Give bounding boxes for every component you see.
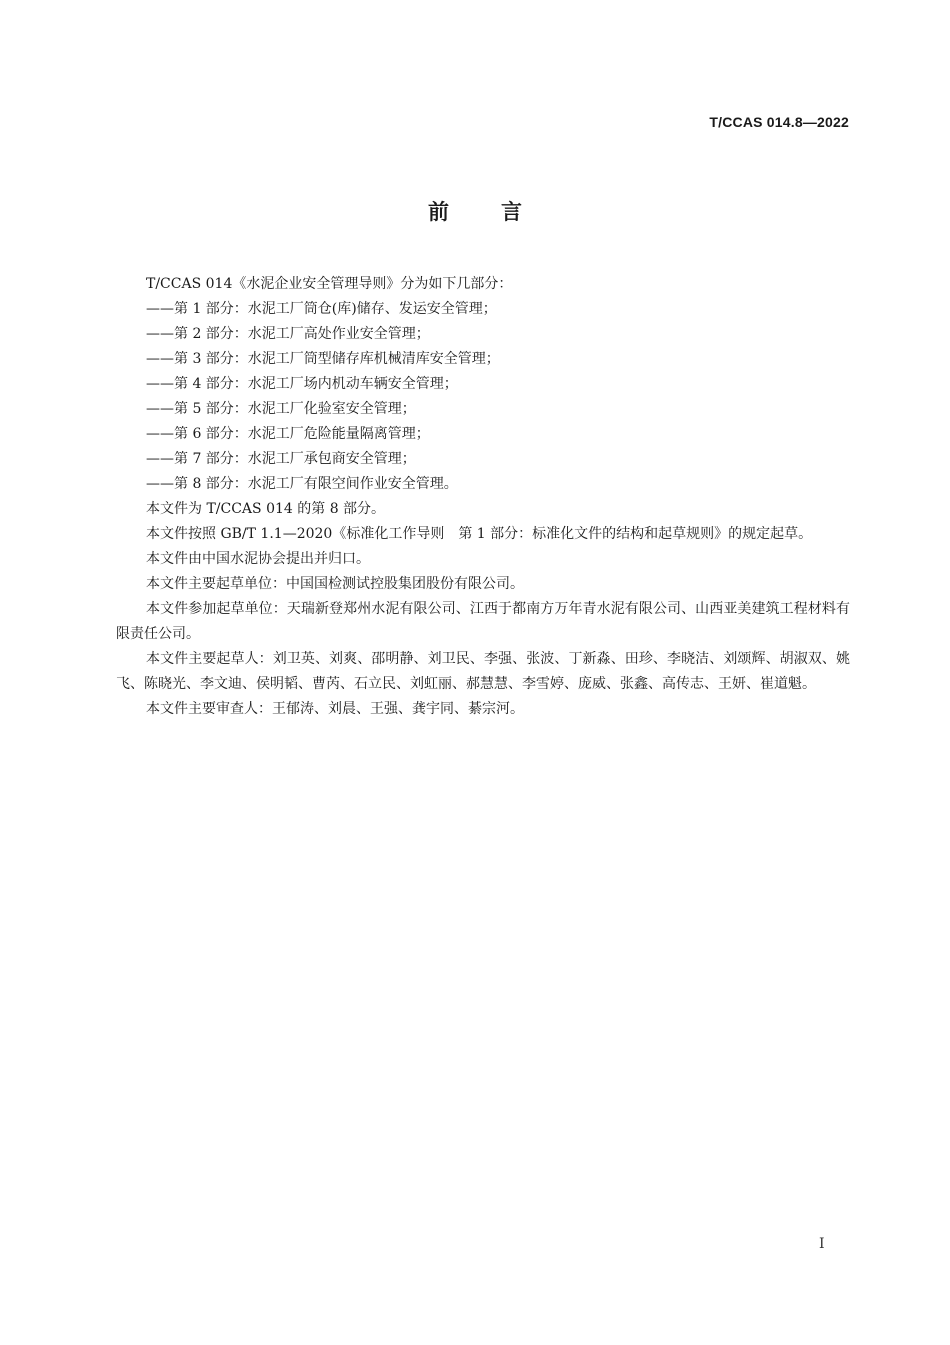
list-item: ——第 7 部分：水泥工厂承包商安全管理； <box>146 451 416 467</box>
main-drafting-unit-paragraph: 本文件主要起草单位：中国国检测试控股集团股份有限公司。 <box>146 576 524 592</box>
parts-list <box>116 297 850 497</box>
foreword-body <box>116 272 850 722</box>
list-item: ——第 8 部分：水泥工厂有限空间作业安全管理。 <box>146 476 458 492</box>
main-drafters-paragraph: 本文件主要起草人：刘卫英、刘爽、邵明静、刘卫民、李强、张波、丁新淼、田珍、李晓洁、刘颂辉、胡淑双、姚飞、陈晓光、李文迪、侯明韬、曹芮、石立民、刘虹丽、郝慧慧、李雪婷、庞威、张鑫、高传志、王妍、崔道魁。 <box>116 651 850 692</box>
list-item: ——第 1 部分：水泥工厂筒仓(库)储存、发运安全管理； <box>146 301 497 317</box>
proposer-paragraph: 本文件由中国水泥协会提出并归口。 <box>146 551 370 567</box>
list-item: ——第 2 部分：水泥工厂高处作业安全管理； <box>146 326 430 342</box>
this-part-paragraph: 本文件为 T/CCAS 014 的第 8 部分。 <box>146 501 386 517</box>
drafting-rules-paragraph: 本文件按照 GB/T 1.1—2020《标准化工作导则 第 1 部分：标准化文件的结构和起草规则》的规定起草。 <box>146 526 813 542</box>
main-reviewers-paragraph: 本文件主要审查人：王郁涛、刘晨、王强、龚宇同、綦宗河。 <box>146 701 524 717</box>
page-number: I <box>819 1236 825 1252</box>
participating-units-paragraph: 本文件参加起草单位：天瑞新登郑州水泥有限公司、江西于都南方万年青水泥有限公司、山西亚美建筑工程材料有限责任公司。 <box>116 601 850 642</box>
intro-paragraph: T/CCAS 014《水泥企业安全管理导则》分为如下几部分： <box>146 276 513 292</box>
standard-number: T/CCAS 014.8—2022 <box>709 114 849 130</box>
list-item: ——第 6 部分：水泥工厂危险能量隔离管理； <box>146 426 430 442</box>
list-item: ——第 3 部分：水泥工厂筒型储存库机械清库安全管理； <box>146 351 500 367</box>
page-title: 前言 <box>428 200 574 224</box>
list-item: ——第 4 部分：水泥工厂场内机动车辆安全管理； <box>146 376 458 392</box>
list-item: ——第 5 部分：水泥工厂化验室安全管理； <box>146 401 416 417</box>
